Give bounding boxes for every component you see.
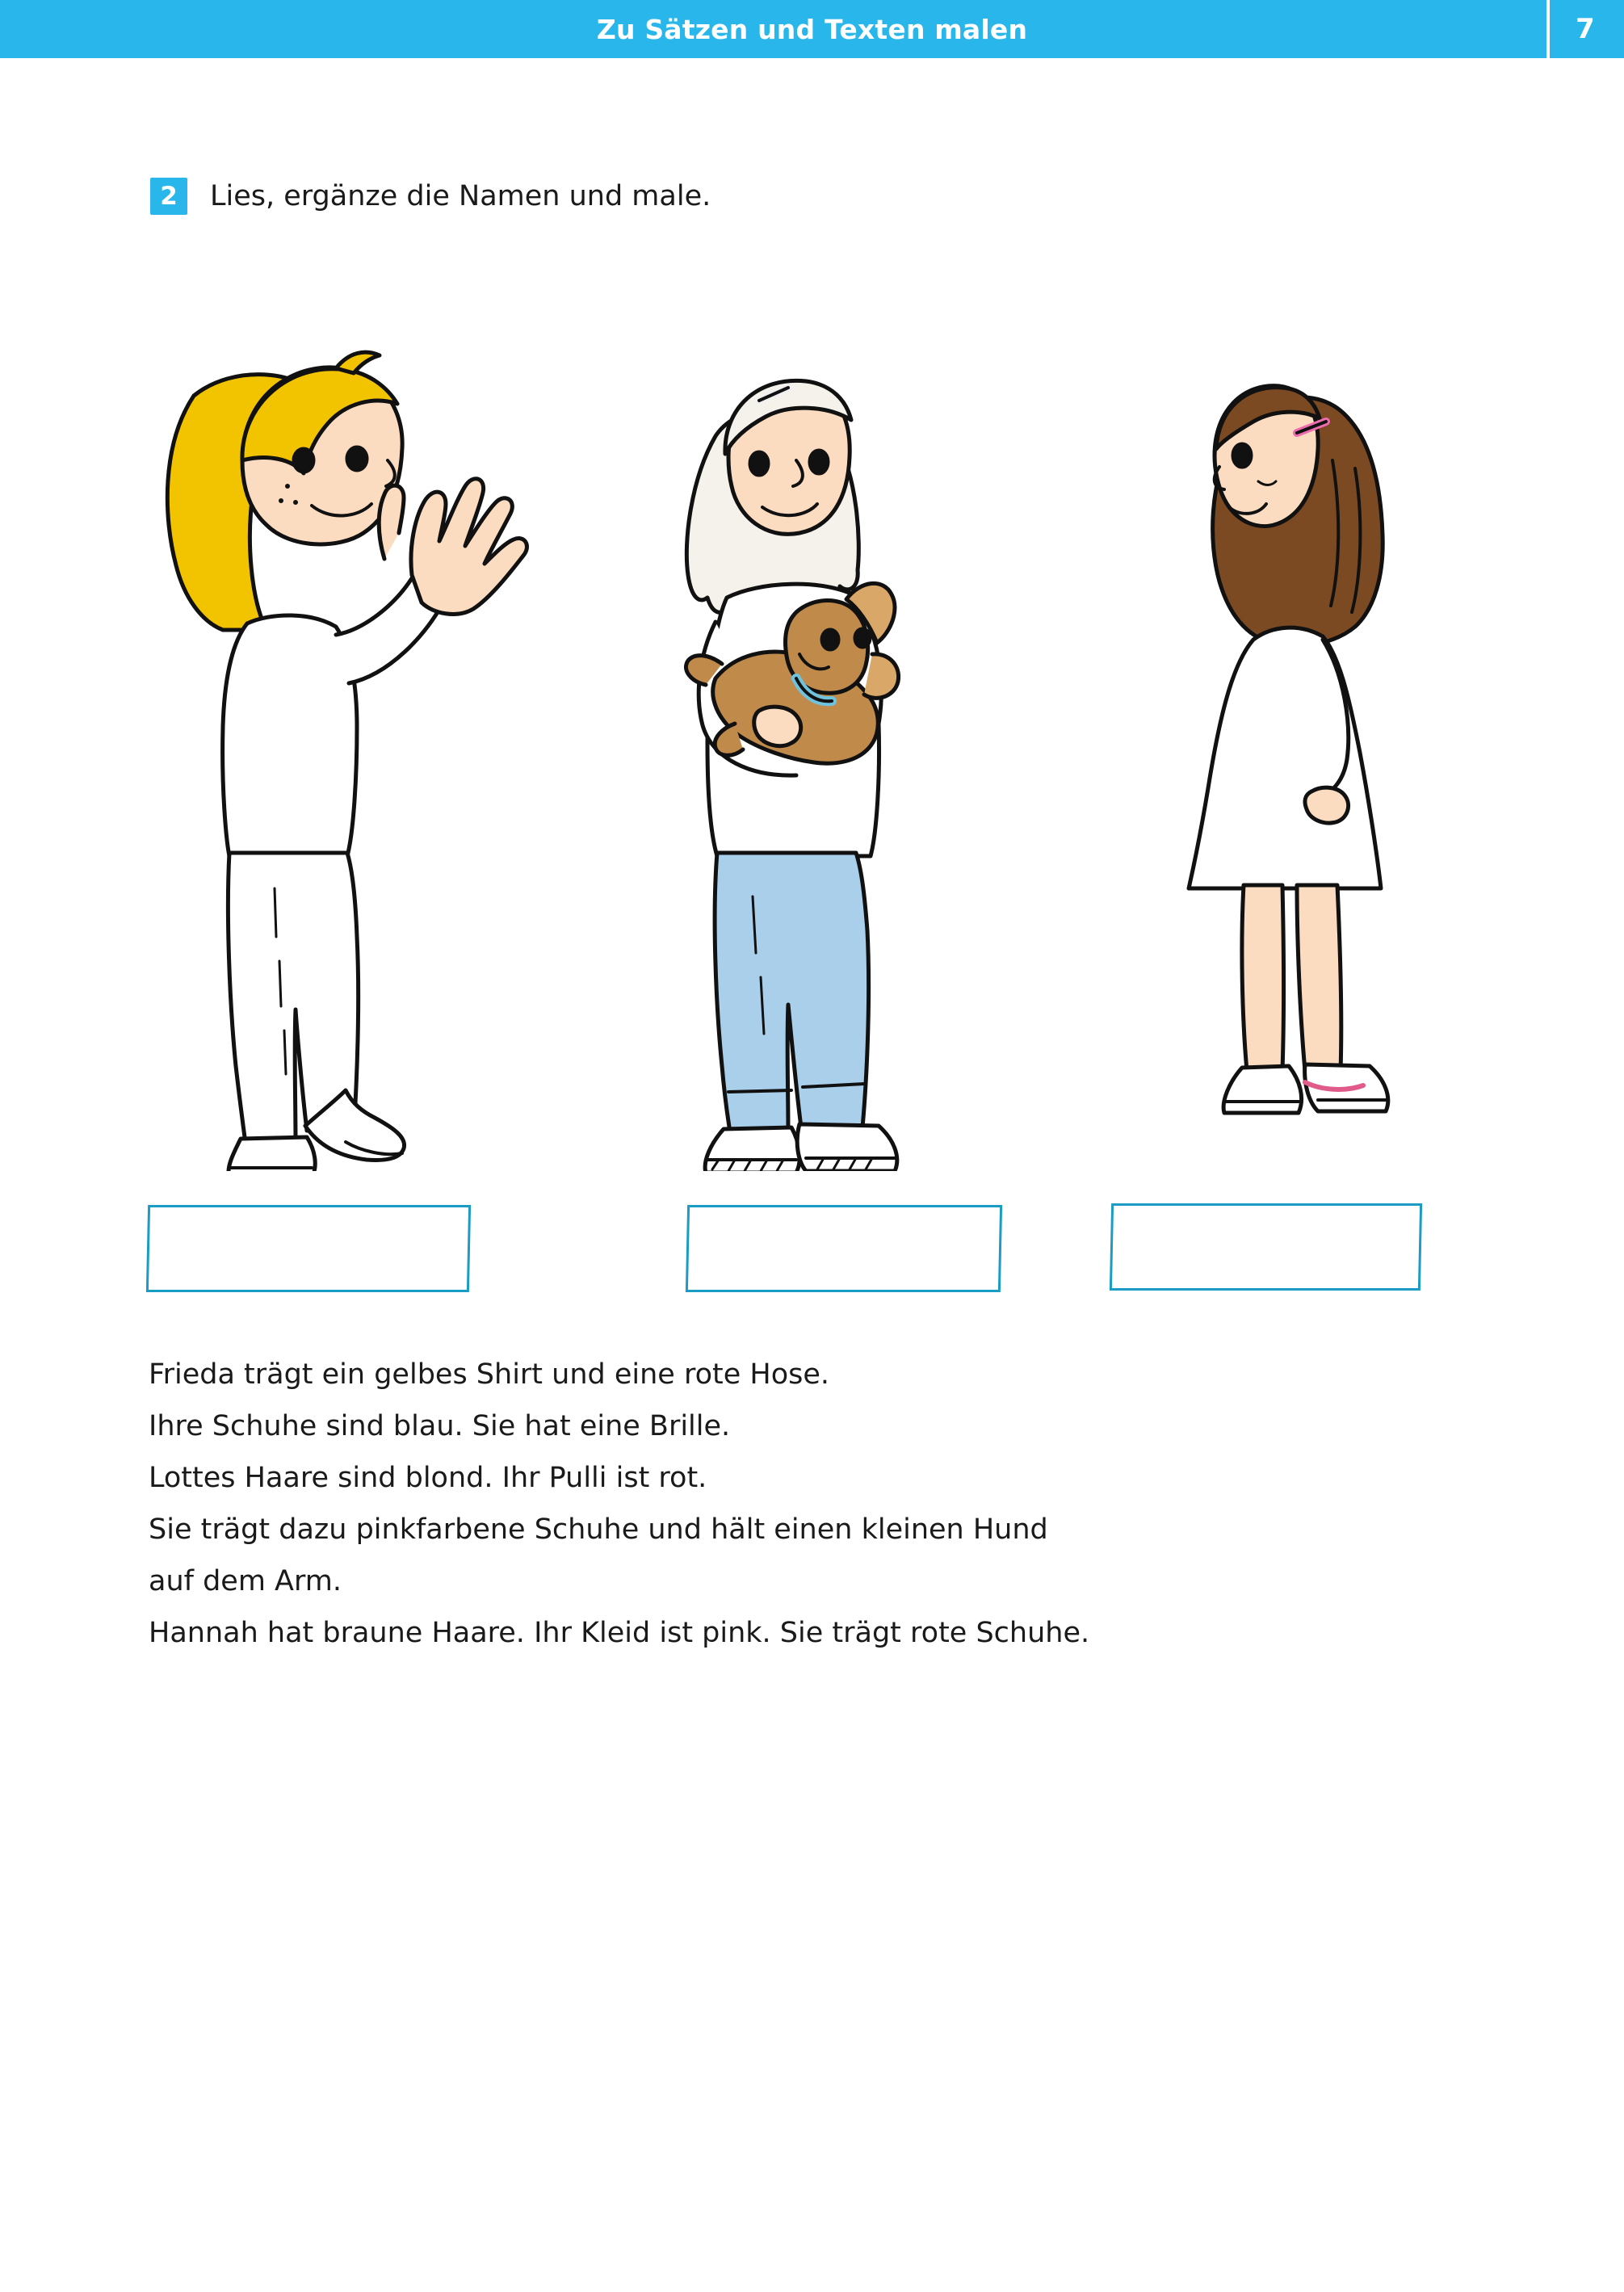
figure-girl-in-dress (1139, 275, 1478, 1171)
text-line: Ihre Schuhe sind blau. Sie hat eine Brille. (149, 1410, 731, 1442)
page-number-badge (1546, 0, 1624, 58)
text-line: Frieda trägt ein gelbes Shirt und eine rote Hose. (149, 1358, 830, 1391)
name-field-3[interactable] (1110, 1203, 1422, 1291)
name-field-1[interactable] (146, 1205, 471, 1292)
text-line: Hannah hat braune Haare. Ihr Kleid ist pink. Sie trägt rote Schuhe. (149, 1617, 1090, 1649)
illustration-row (0, 275, 1624, 1171)
name-field-2[interactable] (686, 1205, 1002, 1292)
figure-boy-waving (145, 275, 533, 1171)
figure-girl-with-dog (638, 275, 1009, 1171)
page-title: Zu Sätzen und Texten malen (596, 13, 1028, 45)
page-number: 7 (1576, 13, 1595, 45)
page-header (0, 0, 1624, 58)
text-line: auf dem Arm. (149, 1565, 342, 1597)
reading-text (149, 1349, 1521, 1659)
text-line: Sie trägt dazu pinkfarbene Schuhe und hält einen kleinen Hund (149, 1513, 1048, 1546)
task-header (150, 178, 711, 215)
task-instruction: Lies, ergänze die Namen und male. (210, 180, 711, 212)
task-number-badge: 2 (150, 178, 187, 215)
text-line: Lottes Haare sind blond. Ihr Pulli ist rot. (149, 1462, 707, 1494)
